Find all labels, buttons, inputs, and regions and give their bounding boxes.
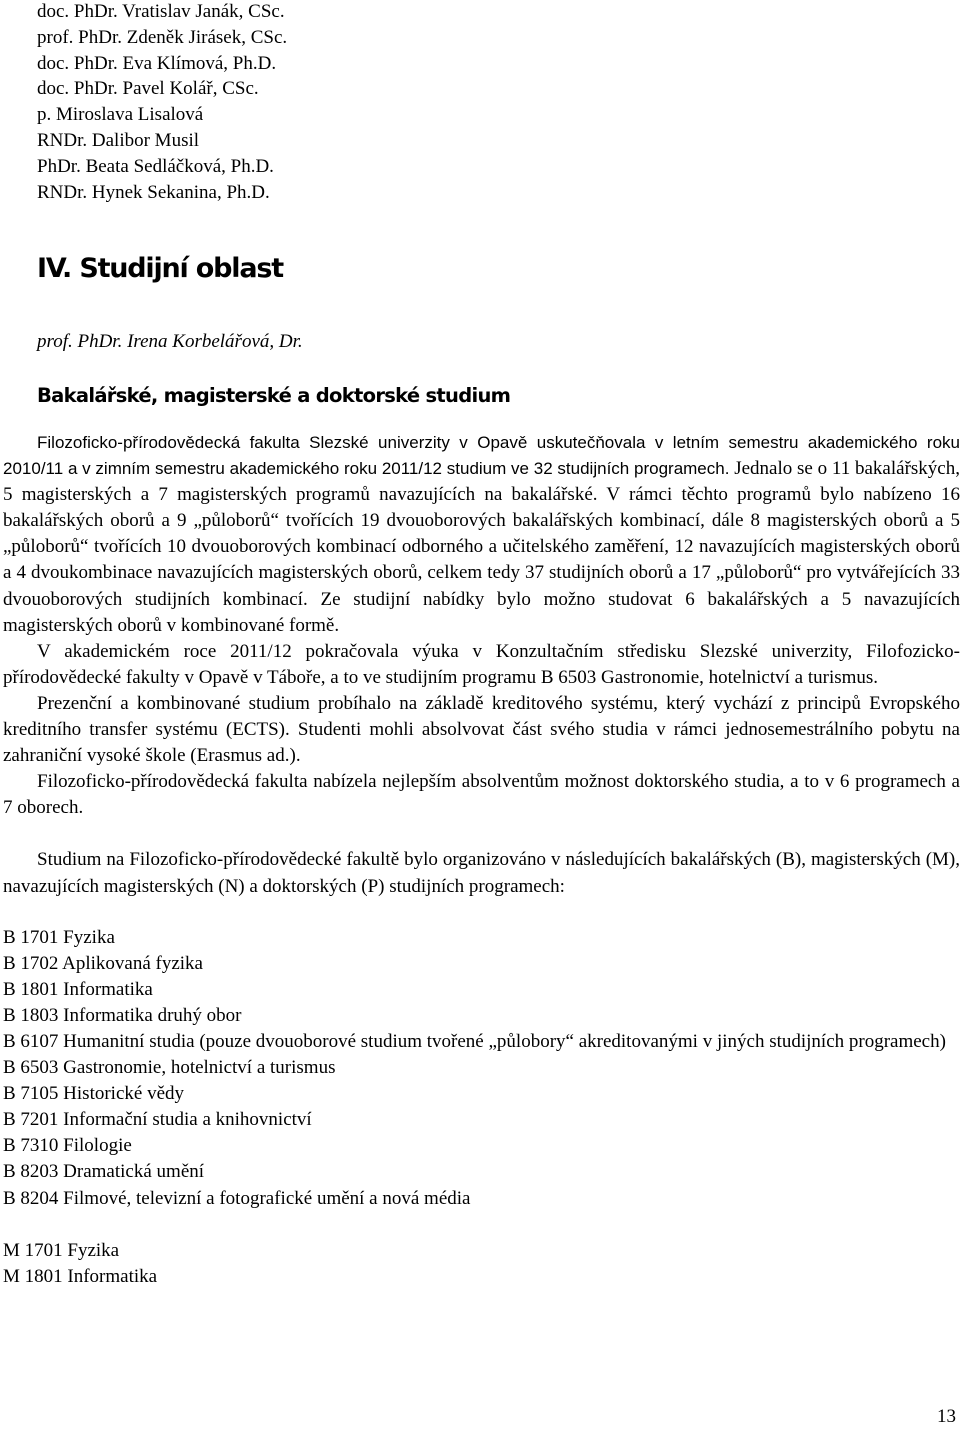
section-heading: IV. Studijní oblast <box>37 253 283 284</box>
section-head-person: prof. PhDr. Irena Korbelářová, Dr. <box>37 331 303 352</box>
staff-list-item: RNDr. Hynek Sekanina, Ph.D. <box>37 181 270 203</box>
program-list-item: B 6107 Humanitní studia (pouze dvouoborové studium tvořené „půlobory“ akreditovanými v jiných studijních programech) <box>3 1030 946 1052</box>
master-program-list <box>3 1238 960 1290</box>
body-text <box>3 430 960 1290</box>
sub-heading: Bakalářské, magisterské a doktorské studium <box>37 384 511 407</box>
program-list-item: M 1801 Informatika <box>3 1265 158 1287</box>
bachelor-program-list <box>3 925 960 1212</box>
staff-list-item: RNDr. Dalibor Musil <box>37 129 200 151</box>
paragraph-doctoral-study: Filozoficko-přírodovědecká fakulta nabízela nejlepším absolventům možnost doktorského studia, a to v 6 programech a 7 oborech. <box>3 771 960 819</box>
paragraph-credit-system: Prezenční a kombinované studium probíhalo na základě kreditového systému, který vychází z principů Evropského kreditního transfer systému (ECTS). Studenti mohli absolvovat část svého studia v rámci jednosemestrálního pobytu na zahraniční vysoké škole (Erasmus ad.). <box>3 692 960 767</box>
program-list-item: B 7201 Informační studia a knihovnictví <box>3 1109 312 1131</box>
program-list-item: B 7310 Filologie <box>3 1135 132 1157</box>
program-list-item: B 1803 Informatika druhý obor <box>3 1004 242 1026</box>
program-list-item: B 7105 Historické vědy <box>3 1083 185 1105</box>
program-list-item: B 1701 Fyzika <box>3 926 115 948</box>
paragraph-study-programs <box>3 430 960 639</box>
paragraph-consultation-center: V akademickém roce 2011/12 pokračovala výuka v Konzultačním středisku Slezské univerzity, Filofozicko-přírodovědecké fakulty v Opavě v Táboře, a to ve studijním programu B 6503 Gastronomie, hotelnictví a turismus. <box>3 640 960 688</box>
paragraph-program-overview: Studium na Filozoficko-přírodovědecké fakultě bylo organizováno v následujících bakalářských (B), magisterských (M), navazujících magisterských (N) a doktorských (P) studijních programech: <box>3 849 960 897</box>
page-number: 13 <box>937 1406 956 1427</box>
program-list-item: M 1701 Fyzika <box>3 1239 120 1261</box>
program-list-item: B 6503 Gastronomie, hotelnictví a turismus <box>3 1057 336 1079</box>
staff-list <box>37 0 287 205</box>
program-list-item: B 8204 Filmové, televizní a fotografické umění a nová média <box>3 1187 471 1209</box>
program-list-item: B 1801 Informatika <box>3 978 153 1000</box>
program-list-item: B 8203 Dramatická umění <box>3 1161 205 1183</box>
staff-list-item: p. Miroslava Lisalová <box>37 104 204 126</box>
paragraph-study-programs-intro: Filozoficko-přírodovědecká fakulta Slezské univerzity v Opavě uskutečňovala v letním semestru akademického roku 2010/11 a v zimním semestru akademického roku 2011/12 studium ve 32 studijních programech. <box>3 433 960 479</box>
program-list-item: B 1702 Aplikovaná fyzika <box>3 952 203 974</box>
staff-list-item: prof. PhDr. Zdeněk Jirásek, CSc. <box>37 26 288 48</box>
staff-list-item: PhDr. Beata Sedláčková, Ph.D. <box>37 155 274 177</box>
paragraph-study-programs-details: Jednalo se o 11 bakalářských, 5 magisterských a 7 magisterských programů navazujících na bakalářské. V rámci těchto programů bylo nabízeno 16 bakalářských oborů a 9 „půloborů“ tvořících 19 dvouoborových bakalářských kombinací, dále 8 magisterských oborů a 5 „půloborů“ tvořících 10 dvouoborových kombinací odborného a učitelského zaměření, 12 navazujících magisterských oborů a 4 dvoukombinace navazujících magisterských oborů, celkem tedy 37 studijních oborů a 17 „půloborů“ pro vytvářejících 33 dvouoborových studijních kombinací. Ze studijní nabídky bylo možno studovat 6 bakalářských a 5 navazujících magisterských oborů v kombinované formě. <box>3 458 960 636</box>
staff-list-item: doc. PhDr. Vratislav Janák, CSc. <box>37 1 285 22</box>
staff-list-item: doc. PhDr. Pavel Kolář, CSc. <box>37 78 259 100</box>
staff-list-item: doc. PhDr. Eva Klímová, Ph.D. <box>37 52 277 74</box>
